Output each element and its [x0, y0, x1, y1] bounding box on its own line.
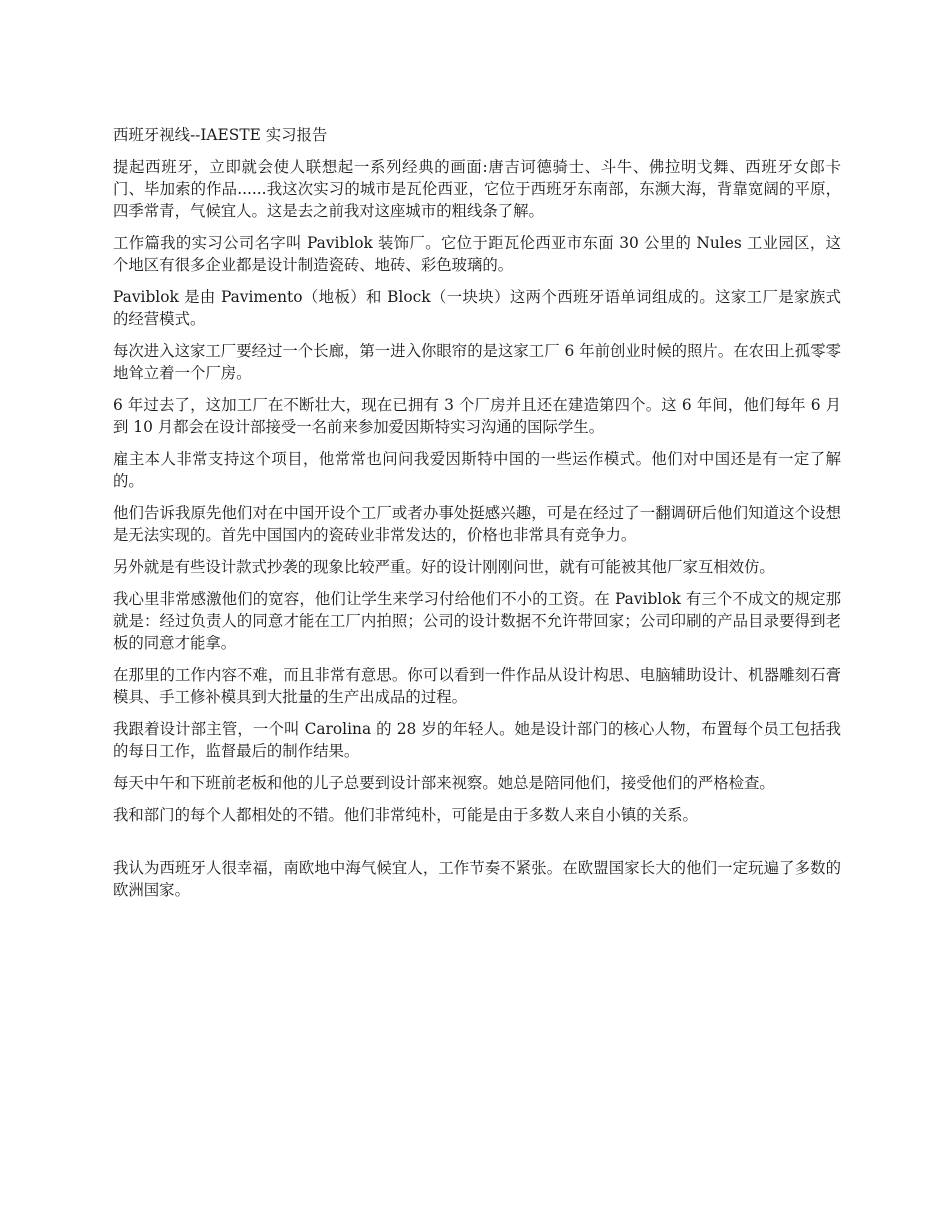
paragraph-growth: 6 年过去了，这加工厂在不断壮大，现在已拥有 3 个厂房并且还在建造第四个。这 6 年间，他们每年 6 月到 10 月都会在设计部接受一名前来参加爱因斯特实习沟通的国际学生。 — [113, 396, 841, 436]
paragraph-spaniards: 我认为西班牙人很幸福，南欧地中海气候宜人，工作节奏不紧张。在欧盟国家长大的他们一定玩遍了多数的欧洲国家。 — [113, 859, 841, 899]
paragraph-colleagues: 我和部门的每个人都相处的不错。他们非常纯朴，可能是由于多数人来自小镇的关系。 — [113, 806, 698, 824]
paragraph-intro: 提起西班牙，立即就会使人联想起一系列经典的画面:唐吉诃德骑士、斗牛、佛拉明戈舞、西班牙女郎卡门、毕加索的作品......我这次实习的城市是瓦伦西亚，它位于西班牙东南部，东濒大海，背靠宽阔的平原，四季常青，气候宜人。这是去之前我对这座城市的粗线条了解。 — [113, 158, 841, 220]
paragraph-china-plan: 他们告诉我原先他们对在中国开设个工厂或者办事处挺感兴趣，可是在经过了一翻调研后他们知道这个设想是无法实现的。首先中国国内的瓷砖业非常发达的，价格也非常具有竞争力。 — [113, 504, 841, 544]
paragraph-supervisor: 我跟着设计部主管，一个叫 Carolina 的 28 岁的年轻人。她是设计部门的核心人物，布置每个员工包括我的每日工作，监督最后的制作结果。 — [113, 720, 841, 760]
document-title: 西班牙视线--IAESTE 实习报告 — [113, 126, 328, 144]
paragraph-corridor: 每次进入这家工厂要经过一个长廊，第一进入你眼帘的是这家工厂 6 年前创业时候的照片。在农田上孤零零地耸立着一个厂房。 — [113, 342, 841, 382]
paragraph-rules: 我心里非常感激他们的宽容，他们让学生来学习付给他们不小的工资。在 Paviblok 有三个不成文的规定那就是：经过负责人的同意才能在工厂内拍照；公司的设计数据不允许带回家；公司印刷的产品目录要得到老板的同意才能拿。 — [113, 590, 841, 652]
paragraph-work-content: 在那里的工作内容不难，而且非常有意思。你可以看到一件作品从设计构思、电脑辅助设计、机器雕刻石膏模具、手工修补模具到大批量的生产出成品的过程。 — [113, 666, 841, 706]
paragraph-inspection: 每天中午和下班前老板和他的儿子总要到设计部来视察。她总是陪同他们，接受他们的严格检查。 — [113, 774, 775, 792]
document-page — [113, 124, 841, 911]
paragraph-employer: 雇主本人非常支持这个项目，他常常也问问我爱因斯特中国的一些运作模式。他们对中国还是有一定了解的。 — [113, 450, 841, 490]
paragraph-copying: 另外就是有些设计款式抄袭的现象比较严重。好的设计刚刚问世，就有可能被其他厂家互相效仿。 — [113, 558, 775, 576]
paragraph-name-origin: Paviblok 是由 Pavimento（地板）和 Block（一块块）这两个西班牙语单词组成的。这家工厂是家族式的经营模式。 — [113, 288, 841, 328]
paragraph-company: 工作篇我的实习公司名字叫 Paviblok 装饰厂。它位于距瓦伦西亚市东面 30 公里的 Nules 工业园区，这个地区有很多企业都是设计制造瓷砖、地砖、彩色玻璃的。 — [113, 234, 841, 274]
